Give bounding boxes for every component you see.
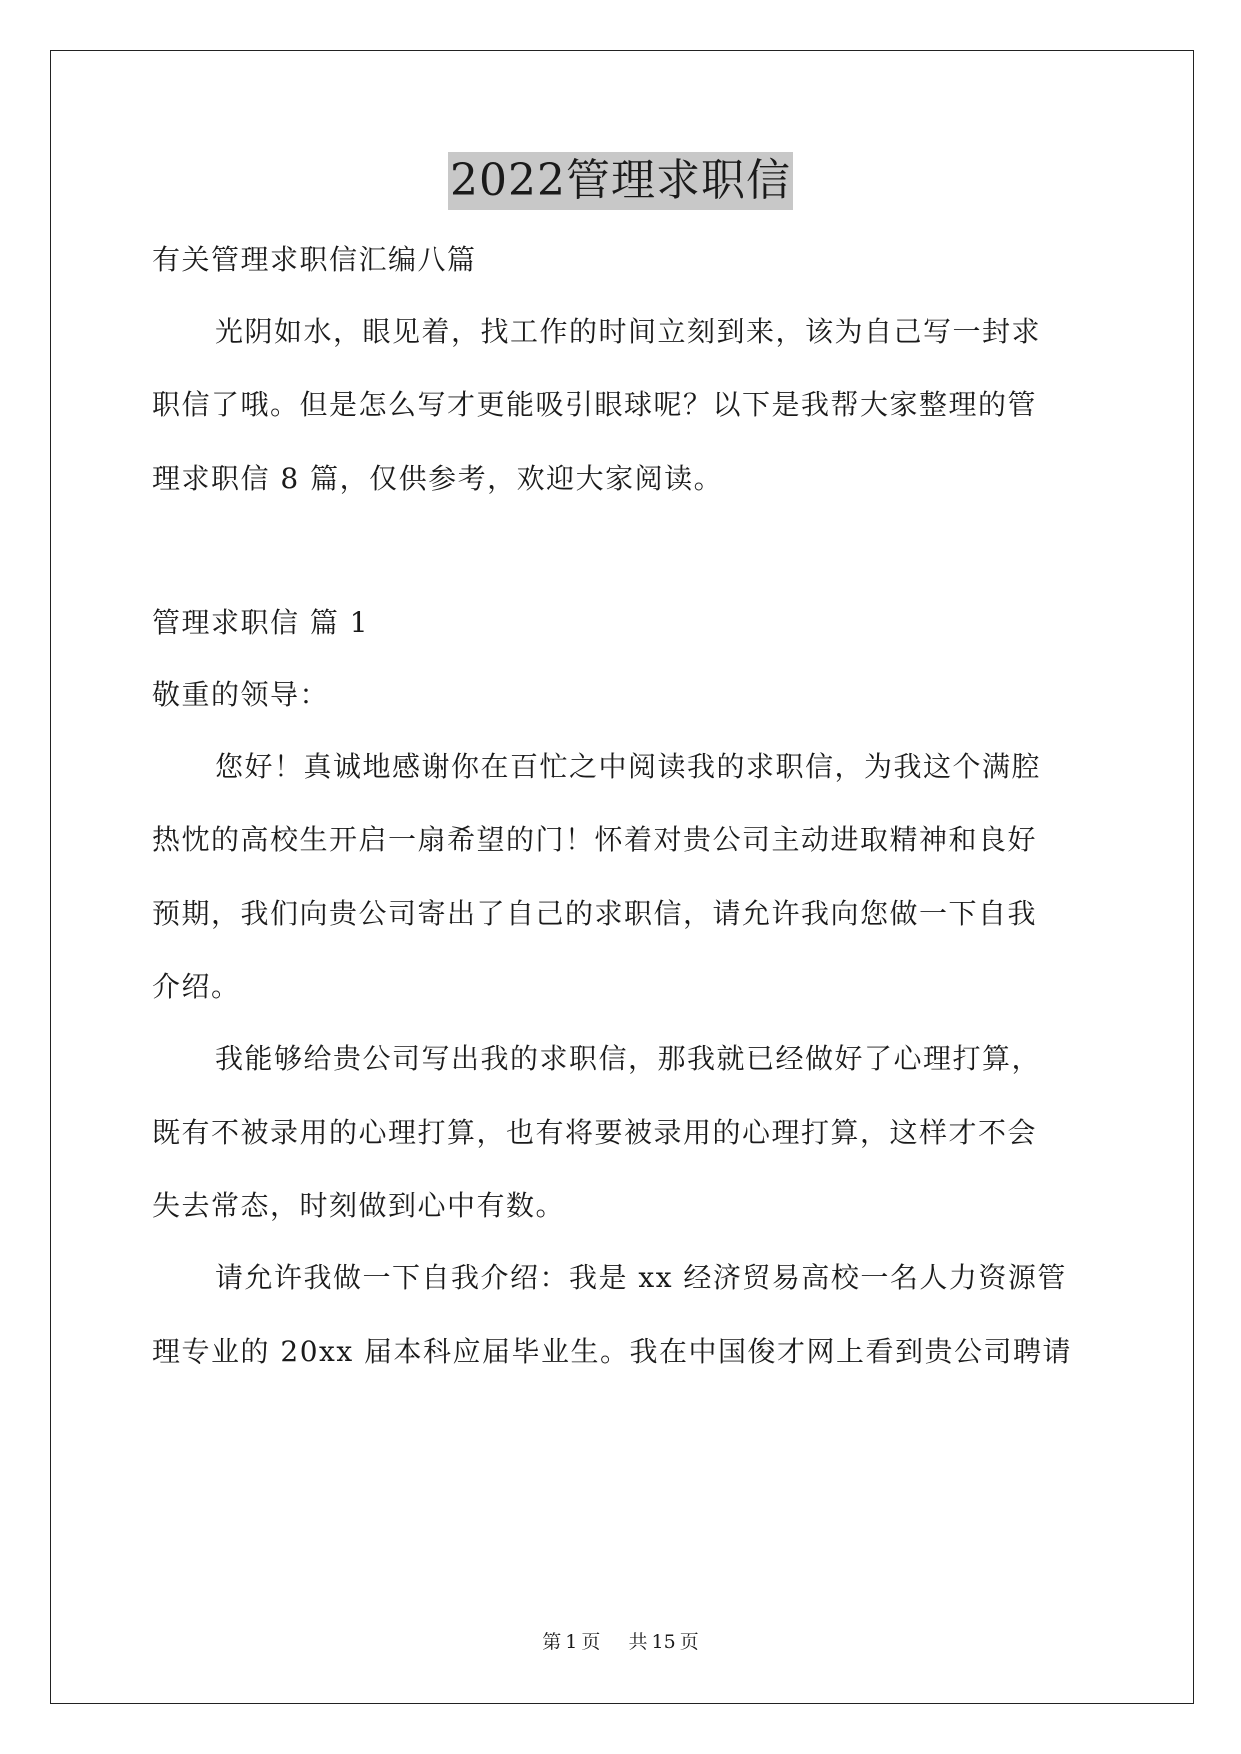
paragraph-line: 热忱的高校生开启一扇希望的门！怀着对贵公司主动进取精神和良好 [152,823,1038,856]
page-footer [0,1630,1241,1654]
total-pages: 15 [651,1631,676,1653]
intro-line: 理求职信 8 篇，仅供参考，欢迎大家阅读。 [152,462,724,495]
page-unit: 页 [581,1631,601,1653]
page-border [50,50,1194,1704]
page-number: 1 [565,1631,578,1653]
paragraph-line: 预期，我们向贵公司寄出了自己的求职信，请允许我向您做一下自我 [152,897,1038,930]
paragraph-line: 您好！真诚地感谢你在百忙之中阅读我的求职信，为我这个满腔 [215,750,1042,783]
salutation: 敬重的领导： [152,678,330,711]
paragraph-line: 失去常态，时刻做到心中有数。 [152,1189,566,1222]
page-label: 第 [542,1631,562,1653]
paragraph-line: 我能够给贵公司写出我的求职信，那我就已经做好了心理打算， [215,1042,1042,1075]
document-title: 2022管理求职信 [448,152,793,210]
total-unit: 页 [679,1631,699,1653]
total-label: 共 [628,1631,648,1653]
document-subtitle: 有关管理求职信汇编八篇 [152,243,477,276]
paragraph-line: 请允许我做一下自我介绍：我是 xx 经济贸易高校一名人力资源管 [215,1261,1067,1294]
paragraph-line: 理专业的 20xx 届本科应届毕业生。我在中国俊才网上看到贵公司聘请 [152,1335,1073,1368]
paragraph-line: 介绍。 [152,970,241,1003]
paragraph-line: 既有不被录用的心理打算，也有将要被录用的心理打算，这样才不会 [152,1116,1038,1149]
title-block [0,152,1241,210]
intro-line: 职信了哦。但是怎么写才更能吸引眼球呢？以下是我帮大家整理的管 [152,388,1038,421]
section-heading: 管理求职信 篇 1 [152,606,370,639]
intro-line: 光阴如水，眼见着，找工作的时间立刻到来，该为自己写一封求 [215,315,1042,348]
